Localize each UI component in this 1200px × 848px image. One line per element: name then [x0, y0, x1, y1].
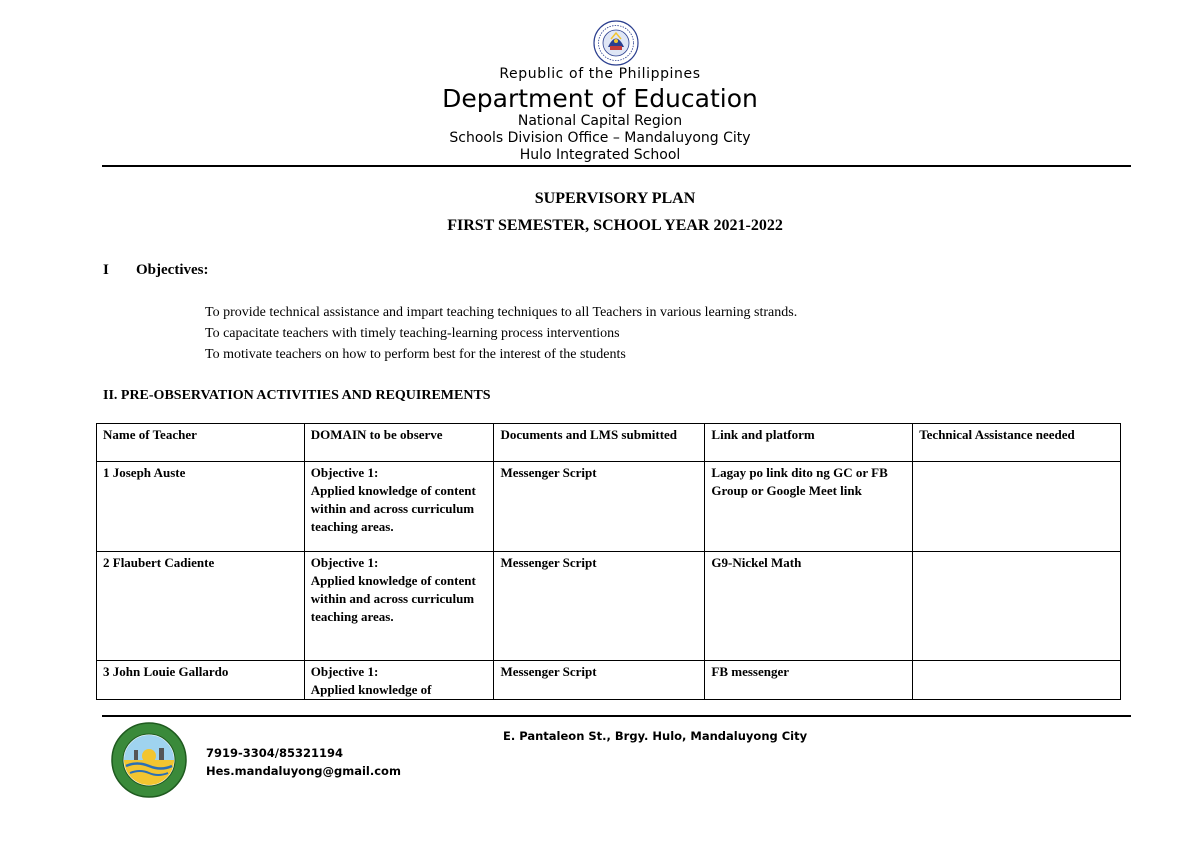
assistance-cell: [913, 661, 1121, 700]
domain-description: Applied knowledge of content within and across curriculum teaching areas.: [310, 483, 476, 534]
pre-observation-table: [96, 423, 1121, 700]
domain-objective: Objective 1:: [310, 664, 379, 679]
teacher-name-cell: 1 Joseph Auste: [97, 462, 305, 552]
assistance-cell: [913, 462, 1121, 552]
documents-cell: Messenger Script: [494, 462, 705, 552]
domain-cell: [304, 462, 494, 552]
link-cell: G9-Nickel Math: [705, 552, 913, 661]
domain-objective: Objective 1:: [310, 555, 379, 570]
section-1-number: I: [103, 262, 109, 278]
table-row: [97, 462, 1121, 552]
domain-objective: Objective 1:: [310, 465, 379, 480]
link-cell: FB messenger: [705, 661, 913, 700]
header-department: Department of Education: [442, 84, 758, 113]
header-division: Schools Division Office – Mandaluyong City: [449, 130, 751, 146]
deped-seal-logo: [593, 20, 639, 66]
footer-email: Hes.mandaluyong@gmail.com: [206, 764, 401, 778]
section-2-heading: II. PRE-OBSERVATION ACTIVITIES AND REQUIREMENTS: [103, 388, 491, 403]
domain-description: Applied knowledge of: [310, 682, 432, 697]
header-region: National Capital Region: [517, 113, 683, 129]
header-school: Hulo Integrated School: [519, 147, 681, 163]
domain-cell: [304, 552, 494, 661]
table-header-row: [97, 424, 1121, 462]
link-cell: Lagay po link dito ng GC or FB Group or Google Meet link: [705, 462, 913, 552]
domain-cell: [304, 661, 494, 700]
section-1-heading: Objectives:: [136, 262, 209, 278]
header-divider: [102, 165, 1131, 167]
domain-description: Applied knowledge of content within and across curriculum teaching areas.: [310, 573, 476, 624]
document-title: SUPERVISORY PLAN: [534, 190, 696, 207]
document-subtitle: FIRST SEMESTER, SCHOOL YEAR 2021-2022: [447, 217, 783, 234]
documents-cell: Messenger Script: [494, 552, 705, 661]
column-header-documents: Documents and LMS submitted: [494, 424, 705, 462]
footer-divider: [102, 715, 1131, 717]
column-header-domain: DOMAIN to be observe: [304, 424, 494, 462]
teacher-name-cell: 3 John Louie Gallardo: [97, 661, 305, 700]
objective-item: To provide technical assistance and impart teaching techniques to all Teachers in various learning strands.: [205, 305, 798, 320]
teacher-name-cell: 2 Flaubert Cadiente: [97, 552, 305, 661]
column-header-name: Name of Teacher: [97, 424, 305, 462]
documents-cell: Messenger Script: [494, 661, 705, 700]
header-republic: Republic of the Philippines: [499, 66, 701, 82]
table-row: [97, 552, 1121, 661]
column-header-link: Link and platform: [705, 424, 913, 462]
objective-item: To motivate teachers on how to perform best for the interest of the students: [205, 347, 626, 362]
objective-item: To capacitate teachers with timely teaching-learning process interventions: [205, 326, 620, 341]
school-logo: [110, 720, 188, 800]
table-row: [97, 661, 1121, 700]
footer-phone: 7919-3304/85321194: [206, 746, 344, 760]
footer-address: E. Pantaleon St., Brgy. Hulo, Mandaluyong City: [503, 729, 808, 743]
assistance-cell: [913, 552, 1121, 661]
column-header-assistance: Technical Assistance needed: [913, 424, 1121, 462]
